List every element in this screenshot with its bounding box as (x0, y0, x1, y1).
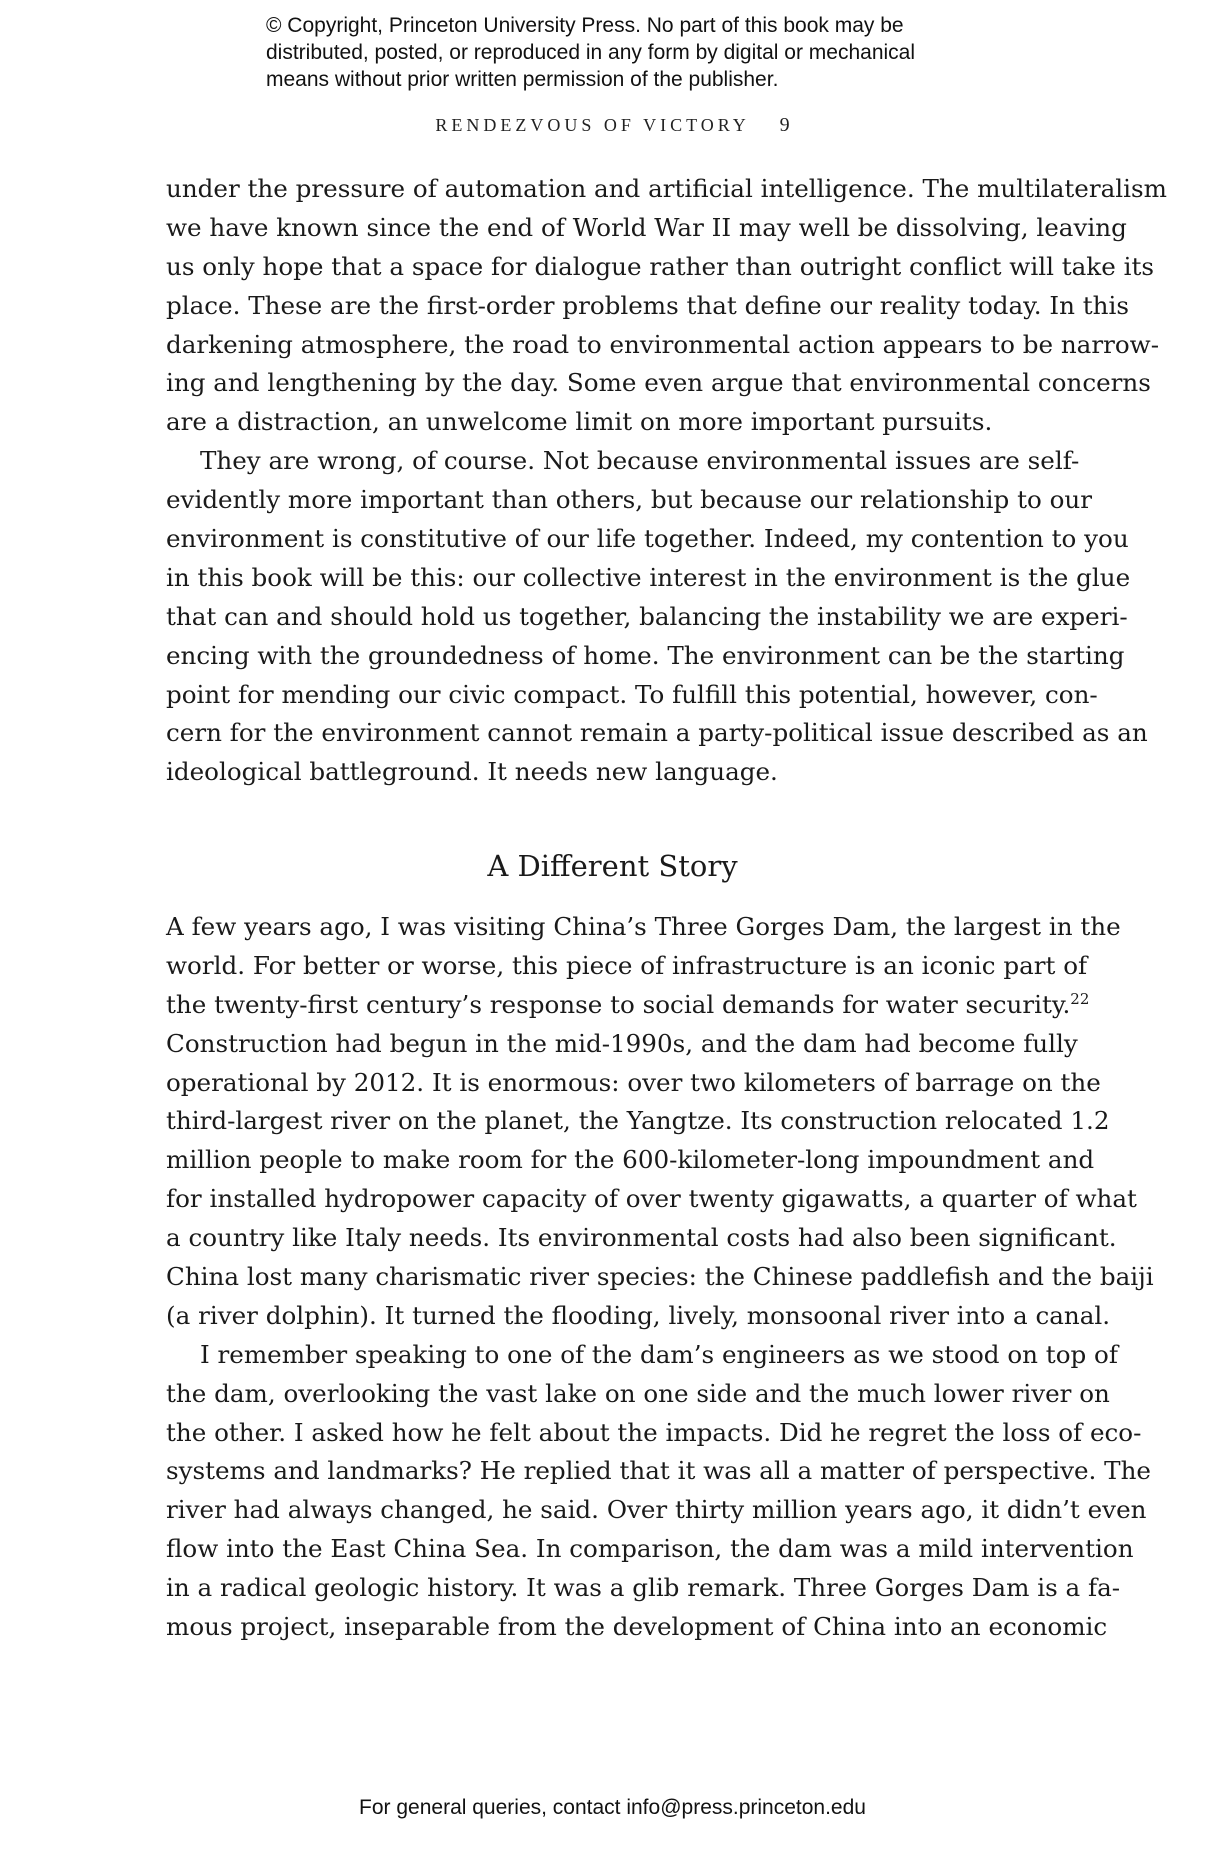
text-line: operational by 2012. It is enormous: over two kilometers of barrage on the (166, 1067, 1101, 1097)
page-number: 9 (779, 114, 790, 136)
text-line: I remember speaking to one of the dam’s engineers as we stood on top of (200, 1339, 1118, 1369)
text-line: darkening atmosphere, the road to environmental action appears to be narrow- (166, 329, 1160, 359)
footer-contact: For general queries, contact info@press.princeton.edu (359, 1796, 866, 1819)
text-line: under the pressure of automation and artificial intelligence. The multilateralism (166, 174, 1167, 203)
body-text-section-1 (166, 170, 1167, 792)
text-line: that can and should hold us together, balancing the instability we are experi- (166, 601, 1128, 631)
text-line: encing with the groundedness of home. The environment can be the starting (166, 640, 1125, 670)
text-line: China lost many charismatic river species: the Chinese paddlefish and the baiji (166, 1262, 1154, 1292)
copyright-line: distributed, posted, or reproduced in any form by digital or mechanical (266, 41, 916, 64)
copyright-line: © Copyright, Princeton University Press. No part of this book may be (266, 14, 904, 37)
text-line: for installed hydropower capacity of over twenty gigawatts, a quarter of what (166, 1184, 1137, 1214)
text-line: in a radical geologic history. It was a glib remark. Three Gorges Dam is a fa- (166, 1573, 1121, 1603)
text-line: They are wrong, of course. Not because environmental issues are self- (200, 446, 1080, 476)
text-line: ing and lengthening by the day. Some even argue that environmental concerns (166, 368, 1151, 398)
text-line: point for mending our civic compact. To fulfill this potential, however, con- (166, 679, 1098, 709)
copyright-line: means without prior written permission of the publisher. (266, 68, 779, 91)
text-line: the dam, overlooking the vast lake on one side and the much lower river on (166, 1378, 1110, 1408)
text-line-with-footnote (166, 986, 1090, 1025)
text-line: are a distraction, an unwelcome limit on more important pursuits. (166, 407, 993, 437)
text-line: evidently more important than others, but because our relationship to our (166, 485, 1092, 515)
text-line: systems and landmarks? He replied that it was all a matter of perspective. The (166, 1456, 1151, 1486)
text-line: us only hope that a space for dialogue rather than outright conflict will take its (166, 251, 1154, 281)
section-heading: A Different Story (487, 849, 738, 883)
text-line: A few years ago, I was visiting China’s Three Gorges Dam, the largest in the (166, 912, 1121, 941)
footnote-ref[interactable]: 22 (1070, 989, 1090, 1008)
text-line: million people to make room for the 600-kilometer-long impoundment and (166, 1145, 1095, 1175)
text-line: a country like Italy needs. Its environmental costs had also been significant. (166, 1223, 1117, 1253)
text-line: place. These are the first-order problems that define our reality today. In this (166, 290, 1130, 320)
text-line: cern for the environment cannot remain a party-political issue described as an (166, 718, 1148, 748)
running-head (0, 114, 1225, 137)
text-line: in this book will be this: our collective interest in the environment is the glue (166, 562, 1131, 592)
text-line: the twenty-first century’s response to social demands for water security. (166, 989, 1071, 1019)
text-line: (a river dolphin). It turned the flooding, lively, monsoonal river into a canal. (166, 1300, 1111, 1330)
text-line: environment is constitutive of our life together. Indeed, my contention to you (166, 524, 1129, 554)
text-line: Construction had begun in the mid-1990s, and the dam had become fully (166, 1028, 1078, 1058)
text-line: third-largest river on the planet, the Yangtze. Its construction relocated 1.2 (166, 1106, 1110, 1136)
text-line: we have known since the end of World War II may well be dissolving, leaving (166, 212, 1127, 242)
running-head-title: RENDEZVOUS OF VICTORY (435, 115, 750, 135)
text-line: mous project, inseparable from the development of China into an economic (166, 1612, 1108, 1642)
text-line: flow into the East China Sea. In comparison, the dam was a mild intervention (166, 1534, 1134, 1564)
text-line: river had always changed, he said. Over thirty million years ago, it didn’t even (166, 1495, 1147, 1525)
text-line: world. For better or worse, this piece of infrastructure is an iconic part of (166, 950, 1088, 980)
copyright-notice (266, 12, 1026, 93)
body-text-section-2 (166, 908, 1154, 1647)
text-line: the other. I asked how he felt about the impacts. Did he regret the loss of eco- (166, 1417, 1142, 1447)
text-line: ideological battleground. It needs new language. (166, 757, 778, 787)
